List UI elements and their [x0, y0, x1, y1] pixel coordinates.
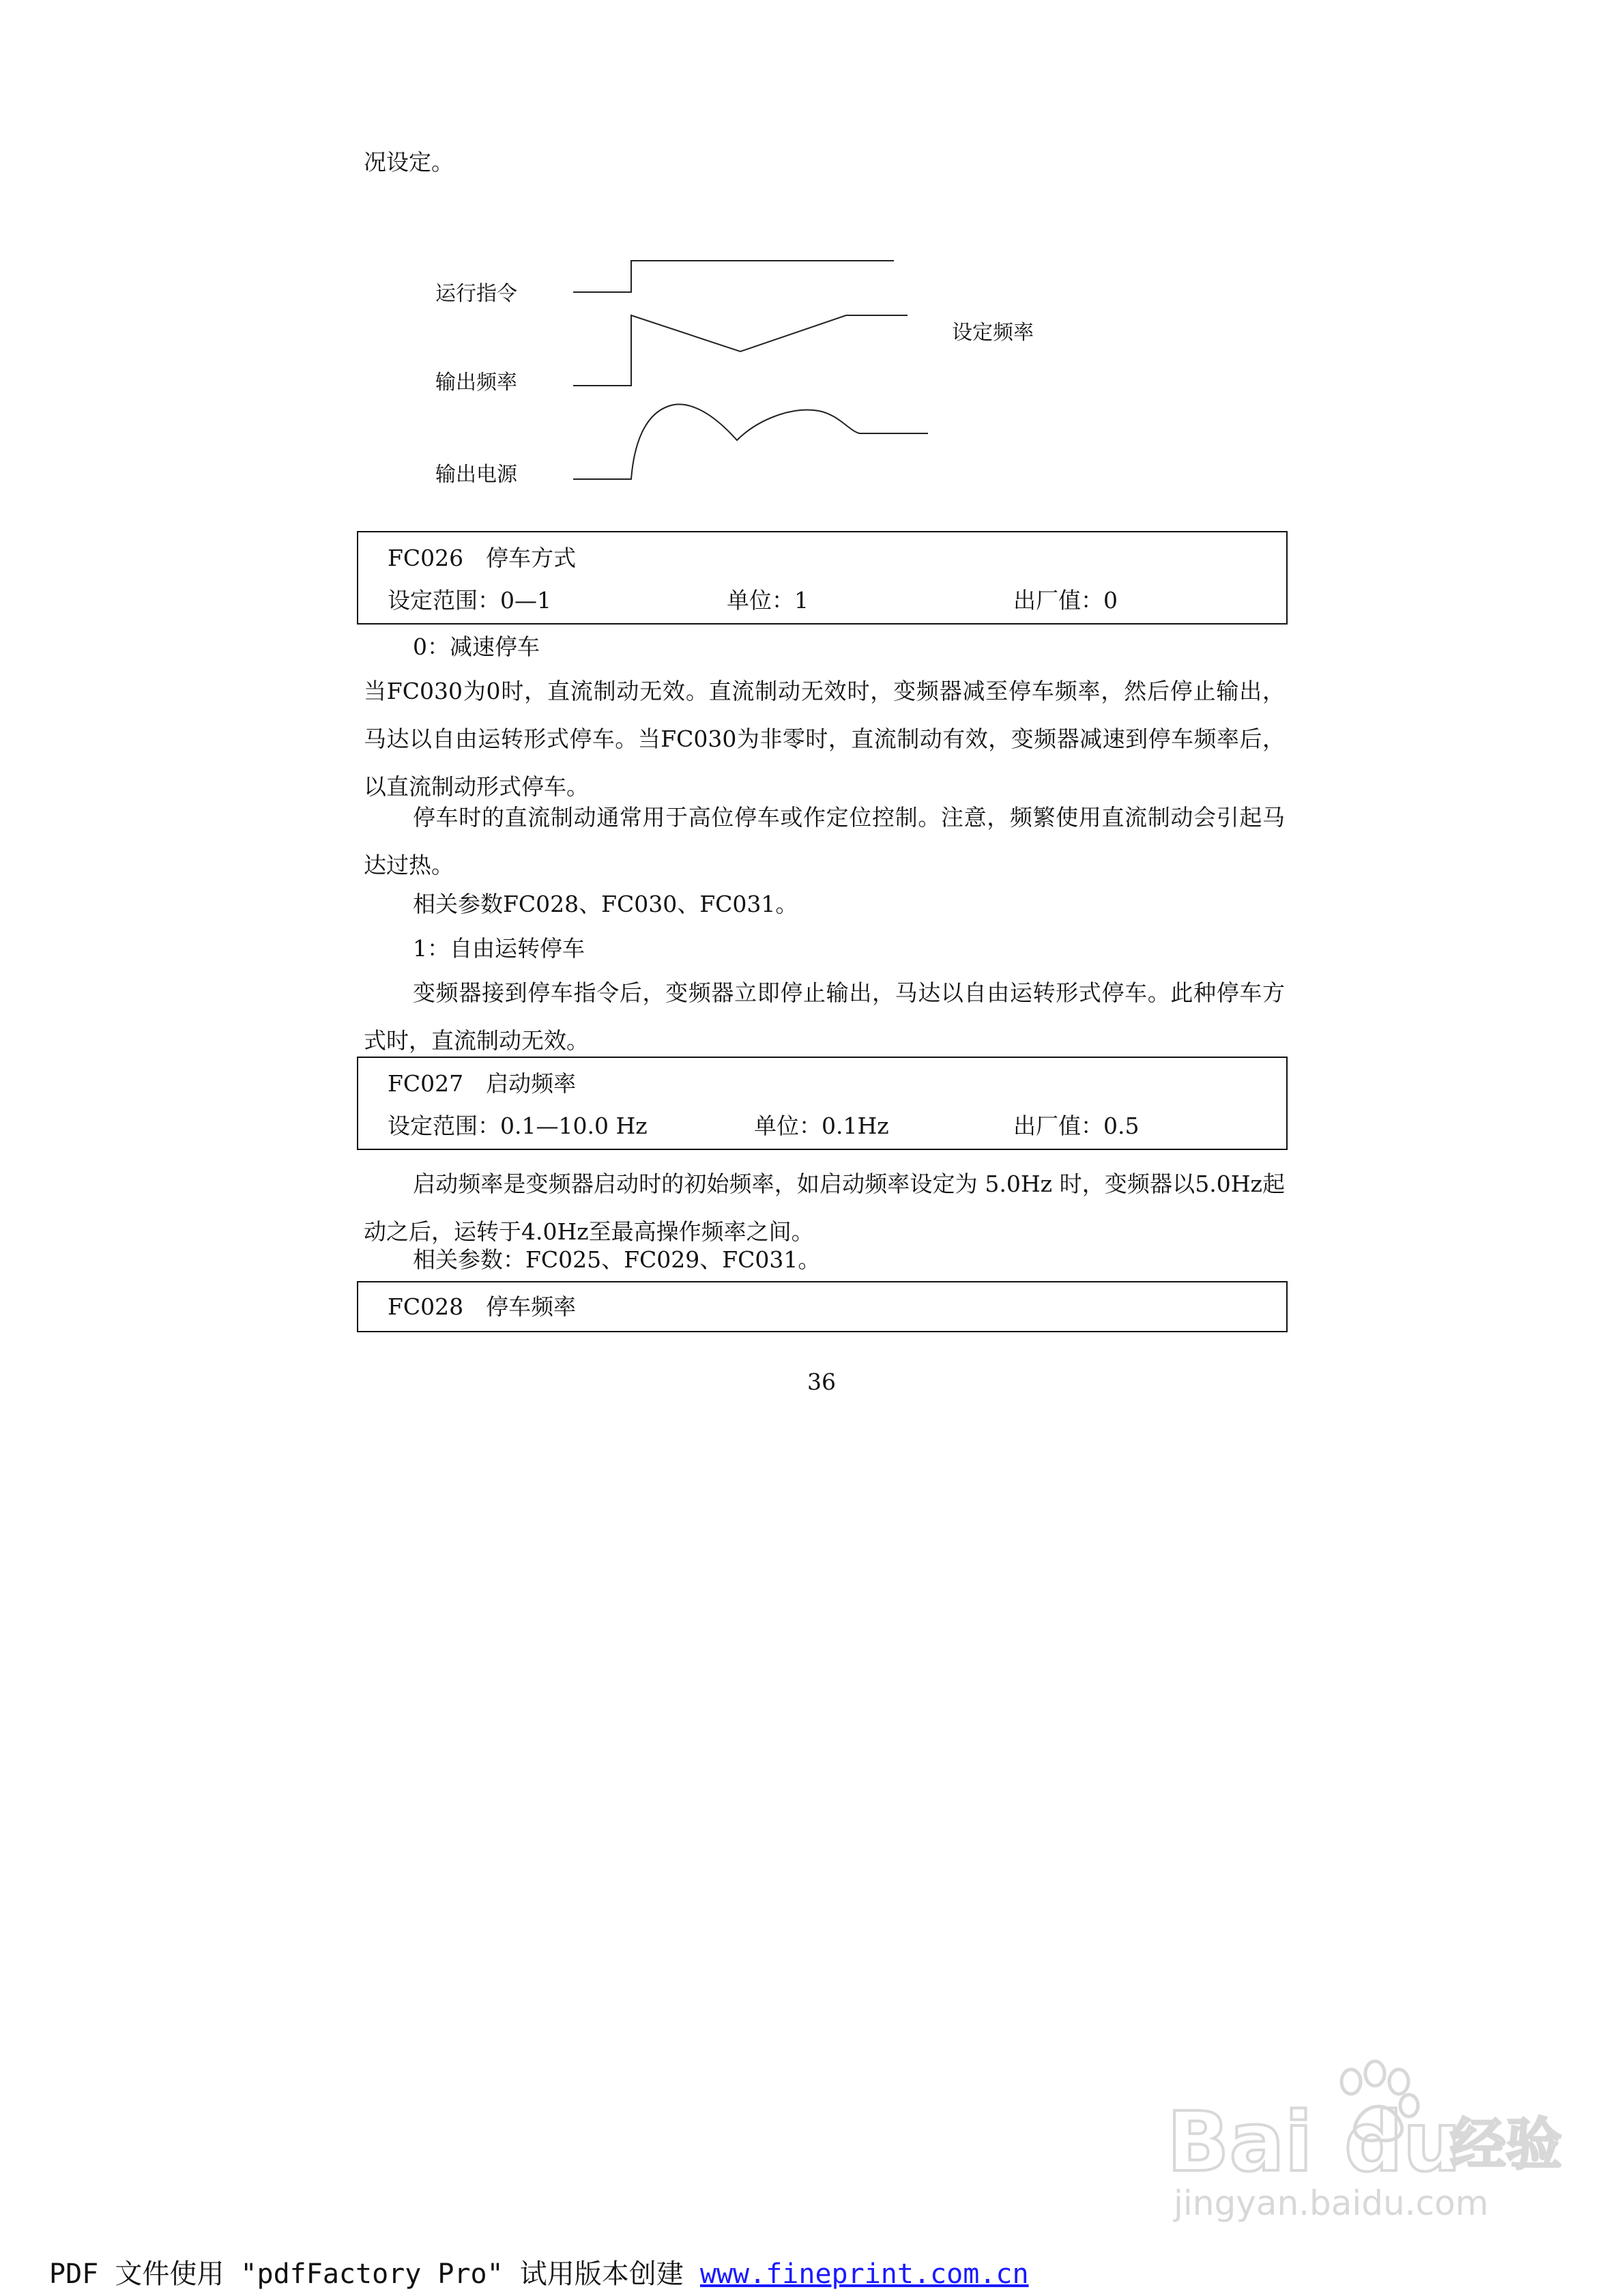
param-range: 设定范围：0—1: [388, 587, 551, 614]
related-params-1: 相关参数FC028、FC030、FC031。: [413, 891, 798, 917]
param-box-fc026: [357, 531, 1288, 625]
baidu-jingyan-watermark: [1146, 2054, 1569, 2232]
option-0-heading: 0：减速停车: [413, 633, 540, 660]
paragraph-dc-braking: 当FC030为0时，直流制动无效。直流制动无效时，变频器减至停车频率，然后停止输出，马达以自由运转形式停车。当FC030为非零时，直流制动有效，变频器减速到停车频率后，以直流制动形式停车。: [364, 678, 1285, 800]
param-unit: 单位：0.1Hz: [754, 1113, 889, 1139]
option-1-heading: 1：自由运转停车: [413, 935, 585, 962]
param-box-fc027: [357, 1057, 1288, 1150]
param-default: 出厂值：0.5: [1013, 1113, 1140, 1139]
footer-text: PDF 文件使用 "pdfFactory Pro" 试用版本创建: [49, 2258, 700, 2290]
paragraph-start-frequency: 启动频率是变频器启动时的初始频率，如启动频率设定为 5.0Hz 时，变频器以5.0Hz起动之后，运转于4.0Hz至最高操作频率之间。: [364, 1171, 1285, 1245]
run-command-trace: [573, 261, 894, 292]
footer-link[interactable]: www.fineprint.com.cn: [699, 2258, 1029, 2290]
svg-text:Bai: Bai: [1167, 2095, 1313, 2190]
baidu-paw-logo: [1146, 2054, 1569, 2232]
paragraph-free-run: 变频器接到停车指令后，变频器立即停止输出，马达以自由运转形式停车。此种停车方式时，直流制动无效。: [364, 979, 1285, 1054]
intro-tail: 况设定。: [364, 149, 454, 175]
svg-text:jingyan.baidu.com: jingyan.baidu.com: [1174, 2183, 1489, 2223]
timing-diagram: [423, 232, 1105, 505]
label-output-power: 输出电源: [435, 463, 517, 487]
output-frequency-trace: [573, 315, 908, 386]
label-run-command: 运行指令: [435, 282, 517, 306]
svg-text:经验: 经验: [1450, 2112, 1563, 2177]
output-power-trace: [573, 404, 928, 479]
label-set-frequency: 设定频率: [952, 321, 1034, 345]
related-params-2: 相关参数：FC025、FC029、FC031。: [413, 1246, 821, 1273]
param-title: FC027 启动频率: [388, 1070, 577, 1097]
param-range: 设定范围：0.1—10.0 Hz: [388, 1113, 648, 1139]
pdf-factory-footer: [49, 2252, 1029, 2291]
page-number: 36: [807, 1368, 836, 1395]
label-output-frequency: 输出频率: [435, 371, 517, 394]
param-box-fc028: [357, 1281, 1288, 1332]
param-default: 出厂值：0: [1013, 587, 1118, 614]
param-title: FC028 停车频率: [388, 1293, 577, 1320]
param-title: FC026 停车方式: [388, 545, 577, 571]
paragraph-dc-braking-note: 停车时的直流制动通常用于高位停车或作定位控制。注意，频繁使用直流制动会引起马达过热。: [364, 804, 1285, 878]
param-unit: 单位：1: [727, 587, 809, 614]
timing-diagram-svg: [423, 232, 1105, 505]
svg-text:du: du: [1344, 2095, 1462, 2190]
